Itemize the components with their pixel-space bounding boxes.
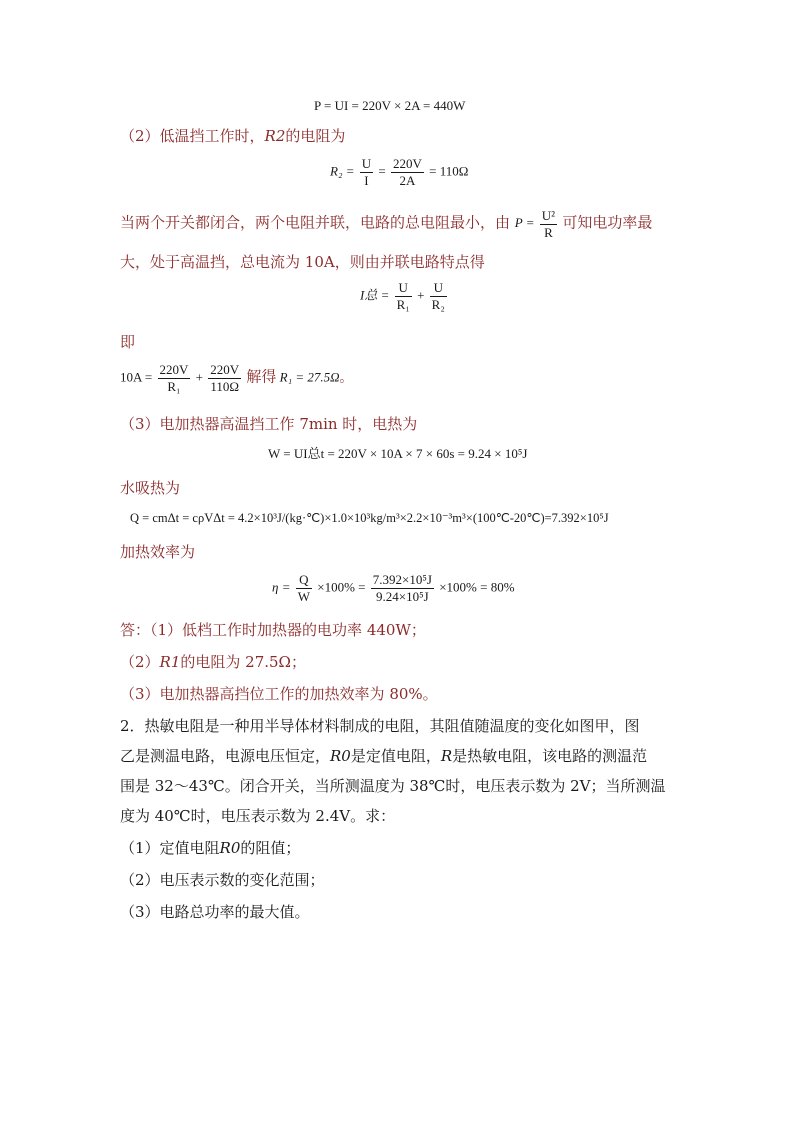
parallel-text-line2: 大，处于高温挡，总电流为 10A，则由并联电路特点得 — [120, 253, 485, 271]
equation-efficiency — [272, 572, 515, 605]
equation-r2 — [330, 156, 468, 189]
eq7-lhs: η = — [272, 579, 291, 595]
r0-symbol: R0 — [330, 747, 351, 765]
eq7-fraction-1 — [296, 572, 312, 605]
power-formula-lhs: P = — [514, 215, 535, 231]
question2-line2-c: 是热敏电阻，该电路的测温范 — [452, 747, 648, 765]
ji-label: 即 — [120, 333, 136, 351]
eq4-f2-num: 220V — [210, 362, 240, 377]
eq7-f1-num: Q — [296, 572, 312, 589]
equation-heat-q: Q = cmΔt = cρVΔt = 4.2×10³J/(kg·℃)×1.0×10³kg/m³×2.2×10⁻³m³×(100℃-20℃)=7.392×10⁵J — [130, 511, 609, 525]
eq2-fraction-ui — [360, 156, 373, 189]
eq4-fraction-2 — [208, 362, 241, 395]
question2-line2-a: 乙是测温电路，电源电压恒定， — [120, 747, 331, 765]
question2-sub1-a: （1）定值电阻 — [120, 839, 220, 857]
question2-sub3: （3）电路总功率的最大值。 — [120, 903, 310, 921]
power-formula — [514, 208, 563, 240]
parallel-text-a: 当两个开关都闭合，两个电阻并联，电路的总电阻最小，由 — [120, 213, 511, 232]
question2-line2 — [120, 746, 647, 766]
part2-tail: 的电阻为 — [285, 127, 346, 145]
equation-total-current — [360, 280, 449, 313]
answer-3: （3）电加热器高挡位工作的加热效率为 80%。 — [120, 685, 438, 703]
eq7-f1-den: W — [297, 589, 311, 604]
question2-sub1 — [120, 838, 300, 858]
eq2-result: = 110Ω — [429, 163, 469, 179]
power-formula-den: R — [544, 225, 553, 240]
eq4-fraction-1 — [158, 362, 191, 395]
eq2-f1-num: U — [361, 156, 372, 171]
parallel-text-b: 可知电功率最 — [562, 213, 653, 232]
eq4-plus: + — [195, 369, 203, 385]
answer-2-tail: 的电阻为 27.5Ω； — [180, 653, 306, 671]
eq7-f2-den: 9.24×10⁵J — [376, 589, 429, 604]
equation-r1 — [120, 362, 353, 395]
r-symbol: R — [440, 747, 453, 765]
answer-2-label: （2） — [120, 653, 160, 671]
eq2-equals: = — [378, 163, 386, 179]
answer-2 — [120, 652, 306, 672]
parallel-text-line1 — [120, 208, 652, 241]
eq2-lhs: R₂ = — [330, 163, 355, 179]
efficiency-label: 加热效率为 — [120, 543, 196, 561]
r1-symbol: R1 — [159, 653, 181, 671]
eq3-lhs: I总 = — [360, 287, 390, 303]
eq3-f2-den: R₂ — [431, 297, 445, 312]
eq3-fraction-1 — [395, 280, 412, 313]
eq4-end: 。 — [339, 369, 353, 385]
eq3-f2-num: U — [430, 280, 447, 297]
answer-1: 答：（1）低档工作时加热器的电功率 440W； — [120, 621, 426, 639]
eq4-f2-den: 110Ω — [210, 379, 240, 394]
eq3-plus: + — [417, 287, 425, 303]
eq2-f2-num: 220V — [392, 156, 422, 171]
eq7-f2-num: 7.392×10⁵J — [372, 572, 432, 587]
part2-intro — [120, 126, 345, 146]
eq4-result: R₁ = 27.5Ω — [279, 369, 340, 385]
eq2-f1-den: I — [364, 173, 369, 188]
eq3-fraction-2 — [430, 280, 447, 313]
eq7-fraction-2 — [371, 572, 434, 605]
equation-power-low: P = UI = 220V × 2A = 440W — [314, 98, 466, 113]
question2-sub2: （2）电压表示数的变化范围； — [120, 871, 325, 889]
eq3-f1-den: R₁ — [396, 297, 410, 312]
part3-intro: （3）电加热器高温挡工作 7min 时，电热为 — [120, 415, 418, 433]
question2-line3: 围是 32～43℃。闭合开关，当所测温度为 38℃时，电压表示数为 2V；当所测温 — [120, 777, 666, 795]
power-formula-fraction — [540, 208, 557, 241]
question2-line4: 度为 40℃时，电压表示数为 2.4V。求： — [120, 807, 396, 825]
water-heat-label: 水吸热为 — [120, 479, 181, 497]
power-formula-num: U² — [541, 208, 556, 223]
eq3-f1-num: U — [395, 280, 412, 297]
equation-heat-w: W = UI总t = 220V × 10A × 7 × 60s = 9.24 × 10⁵J — [268, 446, 528, 461]
r2-symbol: R2 — [264, 127, 286, 145]
part2-label: （2）低温挡工作时， — [120, 127, 265, 145]
question2-line1: 2．热敏电阻是一种用半导体材料制成的电阻，其阻值随温度的变化如图甲，图 — [120, 717, 640, 735]
question2-line2-b: 是定值电阻， — [350, 747, 441, 765]
eq4-f1-num: 220V — [159, 362, 189, 377]
eq4-f1-den: R₁ — [167, 379, 181, 394]
eq7-result: ×100% = 80% — [439, 579, 515, 595]
eq4-lhs: 10A = — [120, 369, 153, 385]
eq7-mid: ×100% = — [317, 579, 366, 595]
eq2-fraction-values — [391, 156, 424, 189]
r0-symbol-sub1: R0 — [219, 839, 241, 857]
question2-sub1-b: 的阻值； — [240, 839, 301, 857]
eq4-solve: 解得 — [246, 367, 277, 386]
eq2-f2-den: 2A — [399, 173, 416, 188]
